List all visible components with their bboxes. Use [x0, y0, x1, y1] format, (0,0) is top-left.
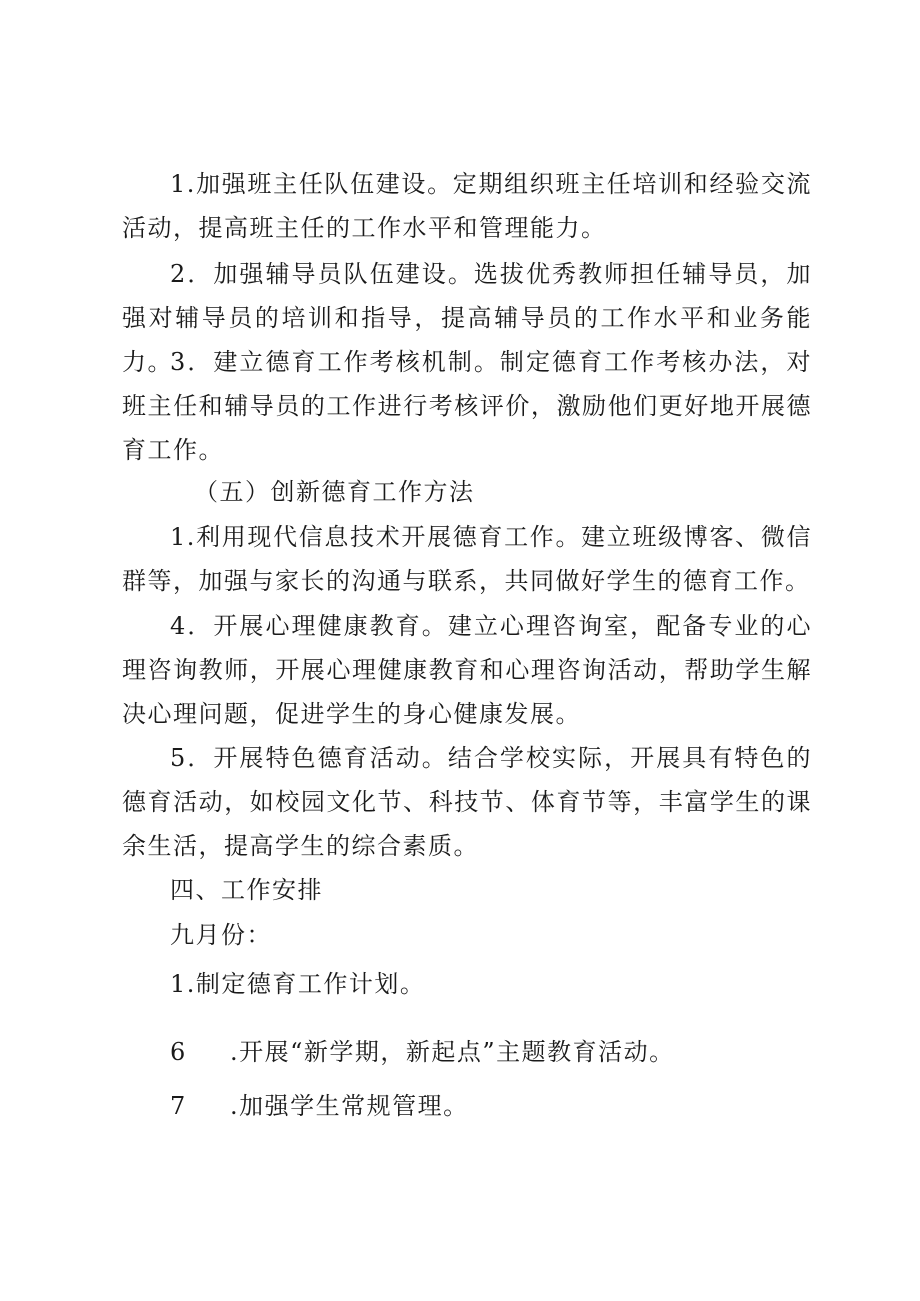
list-text: .加强学生常规管理。	[230, 1092, 469, 1120]
list-text: .开展“新学期，新起点”主题教育活动。	[230, 1038, 675, 1066]
list-item-routine-management	[170, 1084, 469, 1128]
paragraph-assessment: 3．建立德育工作考核机制。制定德育工作考核办法，对班主任和辅导员的工作进行考核评价，激励他们更好地开展德育工作。	[122, 348, 812, 464]
paragraph-counselor: 2．加强辅导员队伍建设。选拔优秀教师担任辅导员，加强对辅导员的培训和指导，提高辅导员的工作水平和业务能力。	[122, 260, 812, 376]
list-item-plan: 1.制定德育工作计划。	[170, 970, 426, 998]
month-label-september: 九月份：	[170, 921, 272, 949]
list-number: 7	[170, 1092, 187, 1120]
paragraph-information-tech: 1.利用现代信息技术开展德育工作。建立班级博客、微信群等，加强与家长的沟通与联系，共同做好学生的德育工作。	[122, 523, 812, 595]
list-item-new-semester	[170, 1030, 675, 1074]
section-heading-methods: （五）创新德育工作方法	[194, 478, 475, 506]
section-heading-schedule: 四、工作安排	[170, 876, 323, 904]
paragraph-mental-health: 4．开展心理健康教育。建立心理咨询室，配备专业的心理咨询教师，开展心理健康教育和心理咨询活动，帮助学生解决心理问题，促进学生的身心健康发展。	[122, 612, 812, 728]
paragraph-class-teacher: 1.加强班主任队伍建设。定期组织班主任培训和经验交流活动，提高班主任的工作水平和管理能力。	[122, 170, 812, 242]
list-number: 6	[170, 1038, 187, 1066]
paragraph-special-activities: 5．开展特色德育活动。结合学校实际，开展具有特色的德育活动，如校园文化节、科技节、体育节等，丰富学生的课余生活，提高学生的综合素质。	[122, 744, 812, 860]
